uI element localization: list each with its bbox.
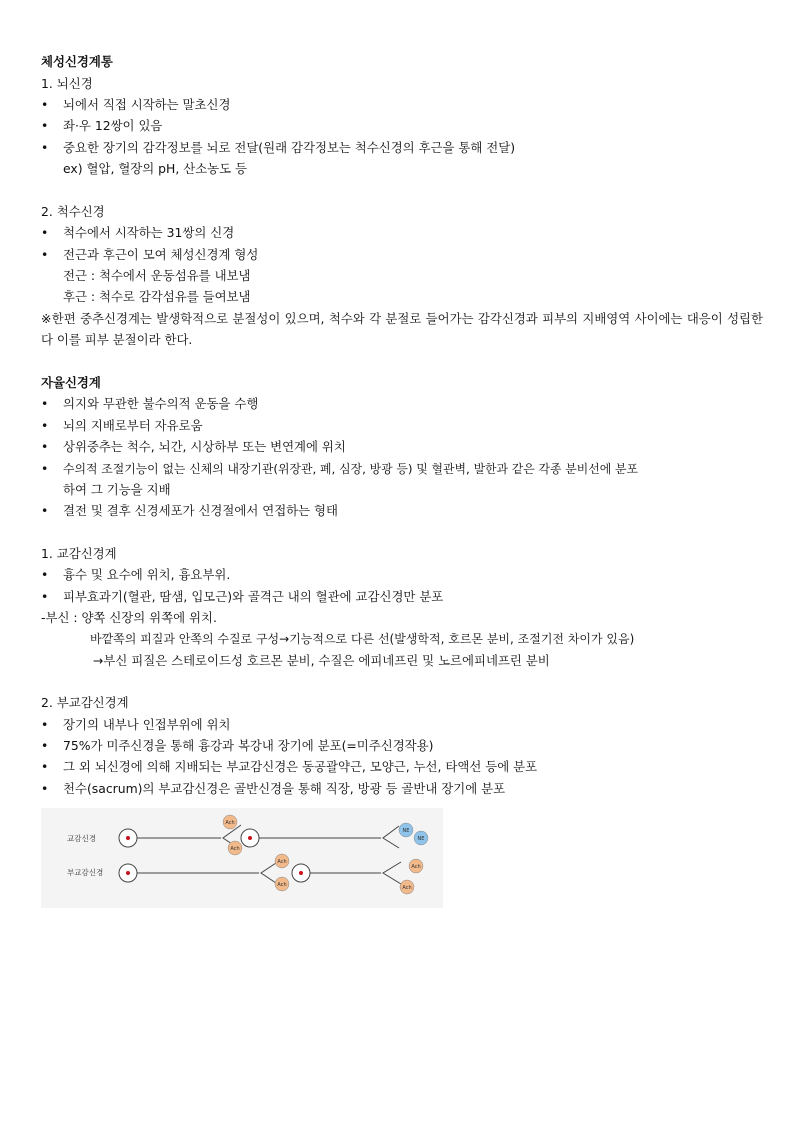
list-item: 의지와 무관한 불수의적 운동을 수행: [63, 396, 259, 411]
list-item: 그 외 뇌신경에 의해 지배되는 부교감신경은 동공괄약근, 모양근, 누선, 타액선 등에 분포: [63, 759, 538, 774]
list-item: 좌·우 12쌍이 있음: [63, 118, 163, 133]
ach-label: Ach: [402, 885, 412, 891]
title-cranial: 1. 뇌신경: [41, 76, 93, 91]
title-sympathetic: 1. 교감신경계: [41, 546, 117, 561]
ne-label: NE: [417, 836, 425, 842]
bullet-icon: •: [41, 247, 49, 262]
ach-label: Ach: [230, 846, 240, 852]
diagram-background: [41, 808, 443, 908]
bullet-icon: •: [41, 717, 49, 732]
note-paragraph: ※한편 중추신경계는 발생학적으로 분절성이 있으며, 척수와 각 분절로 들어가는 감각신경과 피부의 지배영역 사이에는 대응이 성립한다 이를 피부 분절이라 한다.: [41, 311, 763, 347]
neuron-nucleus: [126, 836, 130, 840]
bullet-icon: •: [41, 567, 49, 582]
list-item: 천수(sacrum)의 부교감신경은 골반신경을 통해 직장, 방광 등 골반내 장기에 분포: [63, 781, 506, 796]
bullet-icon: •: [41, 439, 49, 454]
list-item: 뇌의 지배로부터 자유로움: [63, 418, 203, 433]
bullet-icon: •: [41, 418, 49, 433]
list-item: 뇌에서 직접 시작하는 말초신경: [63, 97, 231, 112]
list-item: 척수에서 시작하는 31쌍의 신경: [63, 225, 235, 240]
adrenal-sub-line: →부신 피질은 스테로이드성 호르몬 분비, 수질은 에피네프린 및 노르에피네프린 분비: [93, 653, 550, 668]
heading-autonomic: 자율신경계: [41, 375, 101, 390]
sympathetic-label: 교감신경: [67, 834, 96, 843]
bullet-icon: •: [41, 97, 49, 112]
list-item: 중요한 장기의 감각정보를 뇌로 전달(원래 감각정보는 척수신경의 후근을 통해 전달): [63, 140, 516, 155]
ach-label: Ach: [411, 864, 421, 870]
heading-somatic: 체성신경계통: [41, 54, 113, 69]
neuron-nucleus: [299, 871, 303, 875]
neuron-nucleus: [126, 871, 130, 875]
ach-label: Ach: [277, 859, 287, 865]
title-parasympathetic: 2. 부교감신경계: [41, 695, 129, 710]
title-spinal: 2. 척수신경: [41, 204, 105, 219]
example-line: ex) 혈압, 혈장의 pH, 산소농도 등: [63, 161, 248, 176]
sub-line: 후근 : 척수로 감각섬유를 들여보냄: [63, 289, 251, 304]
neuron-nucleus: [248, 836, 252, 840]
parasympathetic-label: 부교감신경: [67, 868, 104, 877]
ach-label: Ach: [225, 820, 235, 826]
list-item: 피부효과기(혈관, 땀샘, 입모근)와 골격근 내의 혈관에 교감신경만 분포: [63, 589, 444, 604]
nerve-pathway-diagram: [41, 808, 443, 908]
list-item: 전근과 후근이 모여 체성신경계 형성: [63, 247, 259, 262]
bullet-icon: •: [41, 461, 49, 476]
bullet-icon: •: [41, 738, 49, 753]
bullet-icon: •: [41, 396, 49, 411]
list-item: 장기의 내부나 인접부위에 위치: [63, 717, 231, 732]
bullet-icon: •: [41, 781, 49, 796]
list-item-continuation: 하여 그 기능을 지배: [63, 482, 171, 497]
bullet-icon: •: [41, 118, 49, 133]
list-item: 흉수 및 요수에 위치, 흉요부위.: [63, 567, 231, 582]
bullet-icon: •: [41, 589, 49, 604]
list-item: 수의적 조절기능이 없는 신체의 내장기관(위장관, 폐, 심장, 방광 등) 및 혈관벽, 발한과 같은 각종 분비선에 분포: [63, 462, 639, 476]
ne-label: NE: [402, 828, 410, 834]
bullet-icon: •: [41, 503, 49, 518]
adrenal-sub-line: 바깥쪽의 피질과 안쪽의 수질로 구성→기능적으로 다른 선(발생학적, 호르몬 분비, 조절기전 차이가 있음): [90, 632, 635, 646]
adrenal-line: -부신 : 양쪽 신장의 위쪽에 위치.: [41, 610, 217, 625]
bullet-icon: •: [41, 140, 49, 155]
sub-line: 전근 : 척수에서 운동섬유를 내보냄: [63, 268, 251, 283]
bullet-icon: •: [41, 225, 49, 240]
list-item: 결전 및 결후 신경세포가 신경절에서 연접하는 형태: [63, 503, 338, 518]
list-item: 상위중추는 척수, 뇌간, 시상하부 또는 변연계에 위치: [63, 439, 346, 454]
list-item: 75%가 미주신경을 통해 흉강과 복강내 장기에 분포(=미주신경작용): [63, 738, 434, 753]
ach-label: Ach: [277, 882, 287, 888]
bullet-icon: •: [41, 759, 49, 774]
